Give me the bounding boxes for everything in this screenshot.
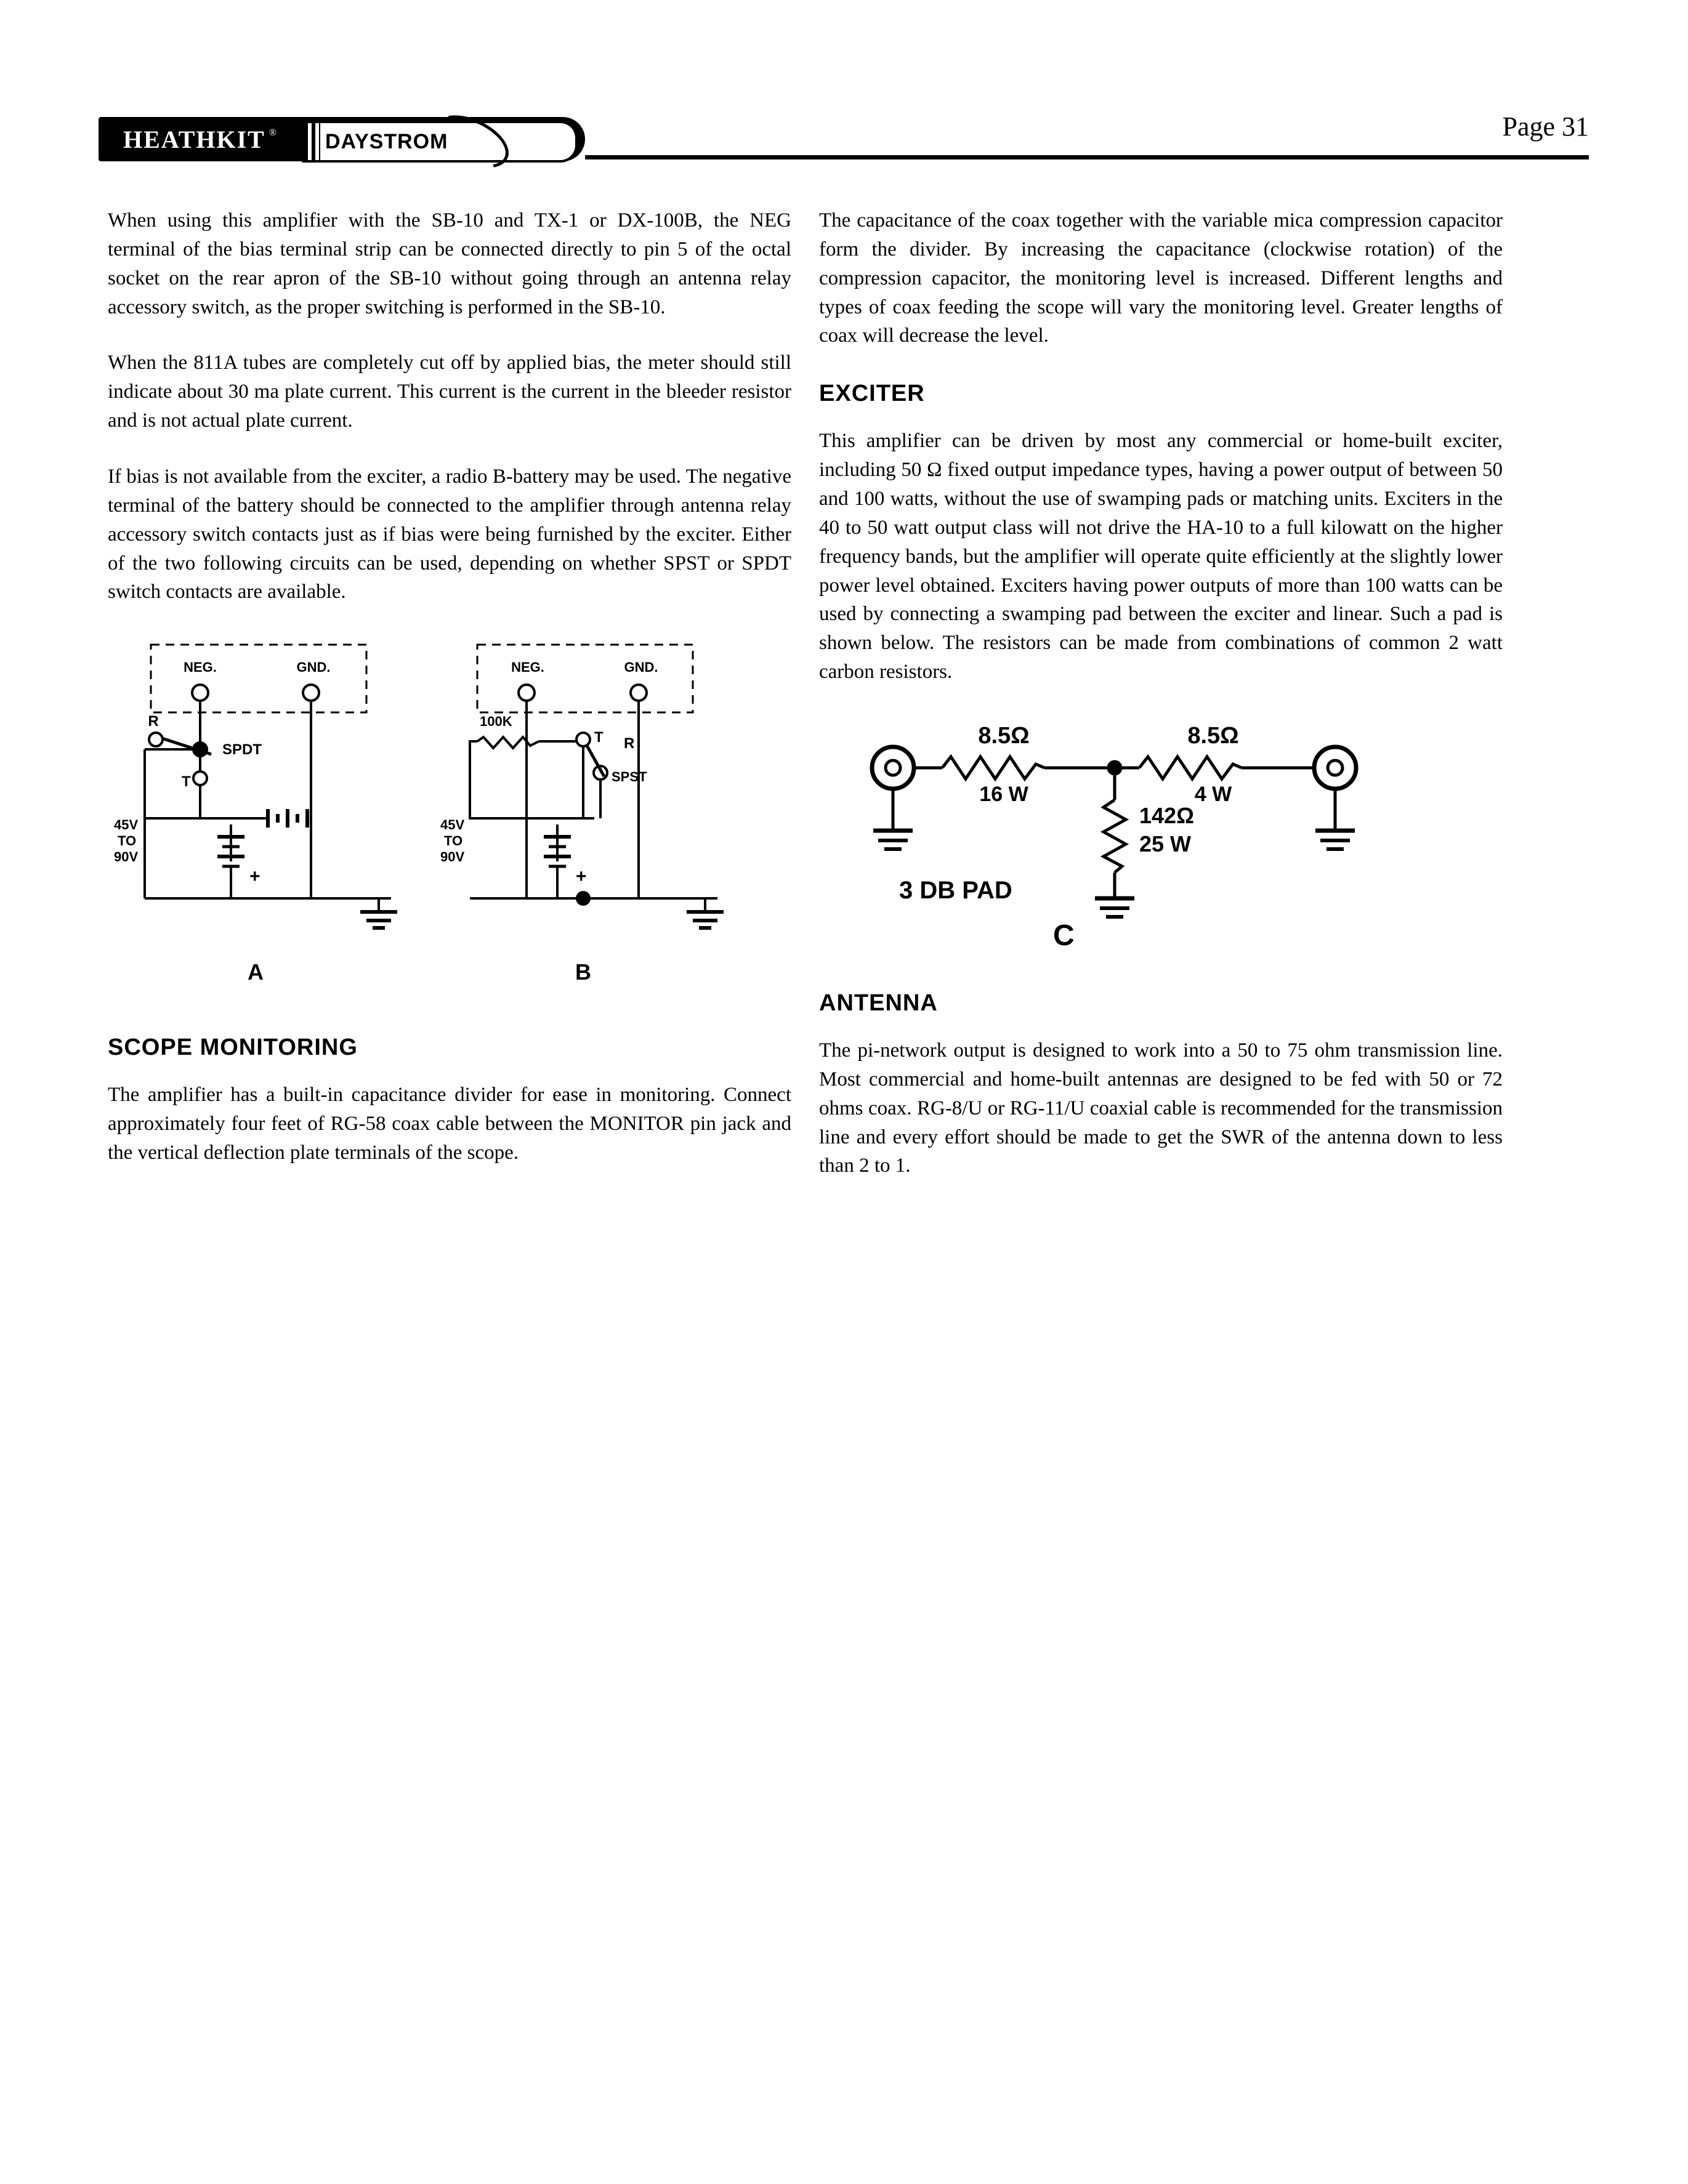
figure-bias-switching-circuits: [108, 634, 791, 1015]
exciter-heading: EXCITER: [819, 381, 925, 407]
circuit-b-battery-v1: 45V: [440, 817, 465, 833]
circuit-a-caption: A: [248, 959, 264, 985]
circuit-b-resistor-label: 100K: [480, 714, 512, 730]
circuit-b-caption: B: [575, 959, 591, 985]
circuit-b-r-label: R: [624, 735, 635, 752]
pad-r2-watt: 4 W: [1194, 782, 1232, 806]
circuit-a-relay-label: R: [148, 713, 159, 730]
circuit-a-battery-v1: 45V: [114, 817, 139, 833]
circuit-a-plus-label: +: [249, 866, 260, 887]
bias-circuits-svg: [108, 634, 791, 1015]
circuit-b-plus-label: +: [576, 866, 587, 887]
header-divider: [585, 155, 1589, 159]
heathkit-logo-text: HEATHKIT: [123, 125, 265, 153]
paragraph: When the 811A tubes are completely cut off by applied bias, the meter should still indicate about 30 ma plate current. This current is the current in the bleeder resistor and is not actual plate current.: [108, 352, 791, 432]
antenna-heading: ANTENNA: [819, 989, 938, 1016]
page-number: Page 31: [1502, 111, 1589, 142]
circuit-b-t-label: T: [594, 729, 604, 746]
circuit-a-gnd-label: GND.: [296, 659, 331, 675]
circuit-a-battery-v3: 90V: [114, 849, 139, 865]
daystrom-bars-icon: [304, 123, 320, 160]
scope-monitoring-heading: SCOPE MONITORING: [108, 1034, 358, 1061]
pad-r2-value: 8.5Ω: [1187, 722, 1239, 749]
trademark-symbol: ®: [269, 127, 277, 138]
circuit-a-battery-v2: TO: [118, 833, 137, 849]
pad-figure-caption: C: [1053, 919, 1075, 952]
right-column: [819, 206, 1503, 1207]
daystrom-logo: [302, 121, 578, 163]
circuit-a-t-label: T: [182, 773, 191, 791]
left-column: [108, 206, 791, 1195]
daystrom-logo-text: DAYSTROM: [325, 129, 448, 153]
paragraph: This amplifier can be driven by most any commercial or home-built exciter, including 50 Ω fixed output impedance types, having a power output of between 50 and 100 watts, without the use of swamping pads or matching units. Exciters in the 40 to 50 watt output class will not drive the HA-10 to a full kilowatt on the higher frequency bands, but the amplifier will operate quite efficiently at the slightly lower power level obtained. Exciters having power outputs of more than 100 watts can be used by connecting a swamping pad between the exciter and linear. Such a pad is shown below. The resistors can be made from combinations of common 2 watt carbon resistors.: [819, 430, 1503, 683]
circuit-b-gnd-label: GND.: [624, 659, 658, 675]
circuit-b-neg-label: NEG.: [511, 659, 544, 675]
paragraph: The amplifier has a built-in capacitance divider for ease in monitoring. Connect approximately four feet of RG-58 coax cable between the MONITOR pin jack and the vertical deflection plate terminals of the scope.: [108, 1084, 791, 1164]
pad-figure-title: 3 DB PAD: [899, 876, 1012, 904]
pad-r1-value: 8.5Ω: [978, 722, 1030, 749]
paragraph: The pi-network output is designed to work into a 50 to 75 ohm transmission line. Most commercial and home-built antennas are designed to be fed with 50 or 72 ohms coax. RG-8/U or RG-11/U coaxial cable is recommended for the transmission line and every effort should be made to get the SWR of the antenna down to less than 2 to 1.: [819, 1039, 1503, 1177]
paragraph: When using this amplifier with the SB-10 and TX-1 or DX-100B, the NEG terminal of the bias terminal strip can be connected directly to pin 5 of the octal socket on the rear apron of the SB-10 without going through an antenna relay accessory switch, as the proper switching is performed in the SB-10.: [108, 209, 791, 318]
pad-r3-value: 142Ω: [1139, 802, 1194, 828]
circuit-b-battery-v3: 90V: [440, 849, 465, 865]
paragraph: If bias is not available from the exciter, a radio B-battery may be used. The negative terminal of the battery should be connected to the amplifier through antenna relay accessory switch contacts just as if bias were being furnished by the exciter. Either of the two following circuits can be used, depending on whether SPST or SPDT switch contacts are available.: [108, 465, 791, 603]
circuit-b-battery-v2: TO: [444, 833, 463, 849]
page-header: [99, 111, 1589, 179]
circuit-a-spdt-label: SPDT: [222, 741, 262, 759]
heathkit-logo: [99, 117, 585, 161]
paragraph: The capacitance of the coax together with the variable mica compression capacitor form the divider. By increasing the capacitance (clockwise rotation) of the compression capacitor, the monitoring level is increased. Different lengths and types of coax feeding the scope will vary the monitoring level. Greater lengths of coax will decrease the level.: [819, 209, 1503, 347]
pad-r3-watt: 25 W: [1139, 831, 1192, 856]
circuit-b-spst-label: SPST: [612, 769, 647, 785]
pad-r1-watt: 16 W: [979, 782, 1028, 806]
pad-circuit-svg: [819, 714, 1503, 978]
figure-3db-pad: [819, 714, 1503, 978]
circuit-a-neg-label: NEG.: [184, 659, 217, 675]
